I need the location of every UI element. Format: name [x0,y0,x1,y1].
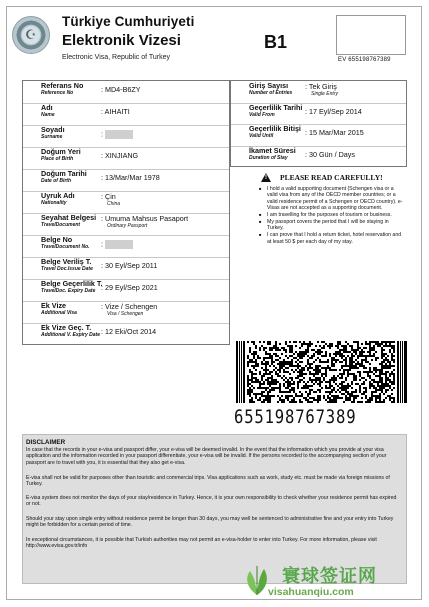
field-row [23,125,229,148]
field-label: Doğum Yeri Place of Birth [41,147,81,162]
field-row [23,235,229,258]
field-label: Referans No Reference No [41,81,84,96]
field-value: : 15 Mar/Mar 2015 [305,128,364,137]
left-field-table [22,80,230,345]
field-value: : 30 Eyl/Sep 2011 [101,261,158,270]
disclaimer-title: DISCLAIMER [26,439,66,446]
evisa-number: EV 655198767389 [338,57,391,63]
right-field-table [230,80,407,167]
field-label: Doğum Tarihi Date of Birth [41,169,87,184]
field-label: İkamet Süresi Duration of Stay [249,145,296,161]
field-row [23,169,229,192]
field-label: Belge Veriliş T. Travel Doc.Issue Date [41,257,93,272]
visa-code: B1 [264,32,288,52]
field-row [23,257,229,280]
field-value: : Çin China [101,192,121,207]
redacted-value [105,130,133,139]
watermark-url: visahuanqiu.com [268,586,354,598]
disclaimer-paragraph: E-visa system does not monitor the days of your stay/residence in Turkey. Hence, it is your own responsibility to check whether your residence permit has expired or not. [26,495,397,508]
field-row [231,146,406,168]
field-value: : 12 Eki/Oct 2014 [101,327,157,336]
field-row [231,103,406,126]
disclaimer-paragraph: In exceptional circumstances, it is possible that Turkish authorities may not permit an e-visa-holder to enter into Turkey. For more information, please visit http://www.evisa.gov.tr/info [26,537,377,550]
field-value: : [101,130,133,139]
photo-box [336,15,406,55]
field-row [23,301,229,324]
field-value: : AIHAITI [101,107,130,116]
field-label: Seyahat Belgesi TravelDocument [41,213,97,228]
warning-icon: ! [261,173,271,182]
field-row [23,279,229,302]
warning-bullet: ■ I can prove that I hold a return ticket, hotel reservation and at least 50 $ per each day of my stay. [259,232,405,245]
header-subtitle: Electronic Visa, Republic of Turkey [62,54,171,61]
field-label: Ek Vize Additional Visa [41,301,77,316]
field-label: Ek Vize Geç. T. Additional V. Expiry Date [41,323,100,338]
field-value: : Vize / Schengen Visa / Schengen [101,302,158,317]
field-value: : 30 Gün / Days [305,149,355,159]
field-label: Belge No TravelDocument No. [41,235,90,250]
field-value: : Umuma Mahsus Pasaport Ordinary Passport [101,214,189,229]
disclaimer-paragraph: In case that the records in your e-visa and passport differ, your e-visa will be deemed invalid. In the event that the information which you provide at your visa application and the information recorded in your passport differentiate, your e-visa will be invalid. If the persons recorded to the accompanying section of your passport are to travel with you, it is essential that they also get e-visa. [26,447,387,466]
field-value: : 13/Mar/Mar 1978 [101,173,160,182]
field-value: : Tek Giriş Single Entry [305,82,338,97]
field-row [23,103,229,126]
field-row [23,213,229,236]
field-row [231,124,406,147]
field-label: Uyruk Adı Nationality [41,191,75,206]
disclaimer-paragraph: Should your stay upon single entry without residence permit be longer than 30 days, you may well be sentenced to administrative fine and your entry into Turkey might be forbidden for a certain period of time. [26,516,394,529]
field-value: : 29 Eyl/Sep 2021 [101,283,158,292]
warning-title: PLEASE READ CAREFULLY! [280,173,383,182]
warning-list [259,186,405,246]
watermark-text: 寰球签证网 [282,566,377,586]
header-title: Elektronik Vizesi [62,32,181,49]
field-label: Geçerlilik Tarihi Valid From [249,102,303,118]
warning-bullet: ■ I am travelling for the purposes of tourism or business. [259,212,405,218]
field-value: : [101,240,133,249]
field-row [23,81,229,104]
header-country: Türkiye Cumhuriyeti [62,14,195,29]
barcode [236,341,407,403]
redacted-value [105,240,133,249]
field-value: : 17 Eyl/Sep 2014 [305,106,362,116]
field-row [231,81,406,104]
field-value: : XINJIANG [101,151,139,160]
field-row [23,191,229,214]
field-label: Belge Geçerlilik T. TravelDoc. Expiry Date [41,279,103,294]
field-row [23,323,229,345]
warning-bullet: ■ My passport covers the period that I will be staying in Turkey. [259,219,405,232]
warning-bullet: ■ I hold a valid supporting document (Schengen visa or a valid visa from any of the OECD member countries; or a valid residence permit of a Schengen or OECD country). e-Visas are not accepted as a supporting document. [259,186,405,212]
barcode-number: 655198767389 [234,406,357,428]
disclaimer-paragraph: E-visa shall not be valid for purposes other than touristic and commercial trips. Visa applications such as work, study etc. must be made via foreign missions of Turkey. [26,475,390,488]
turkey-seal-icon: ☪ [12,16,50,54]
field-label: Geçerlilik Bitişi Valid Until [249,124,301,139]
field-label: Giriş Sayısı Number of Entries [249,81,293,96]
field-label: Soyadı Surname [41,125,65,140]
field-row [23,147,229,170]
field-label: Adı Name [41,103,55,118]
field-value: : MD4-B6ZY [101,85,141,94]
